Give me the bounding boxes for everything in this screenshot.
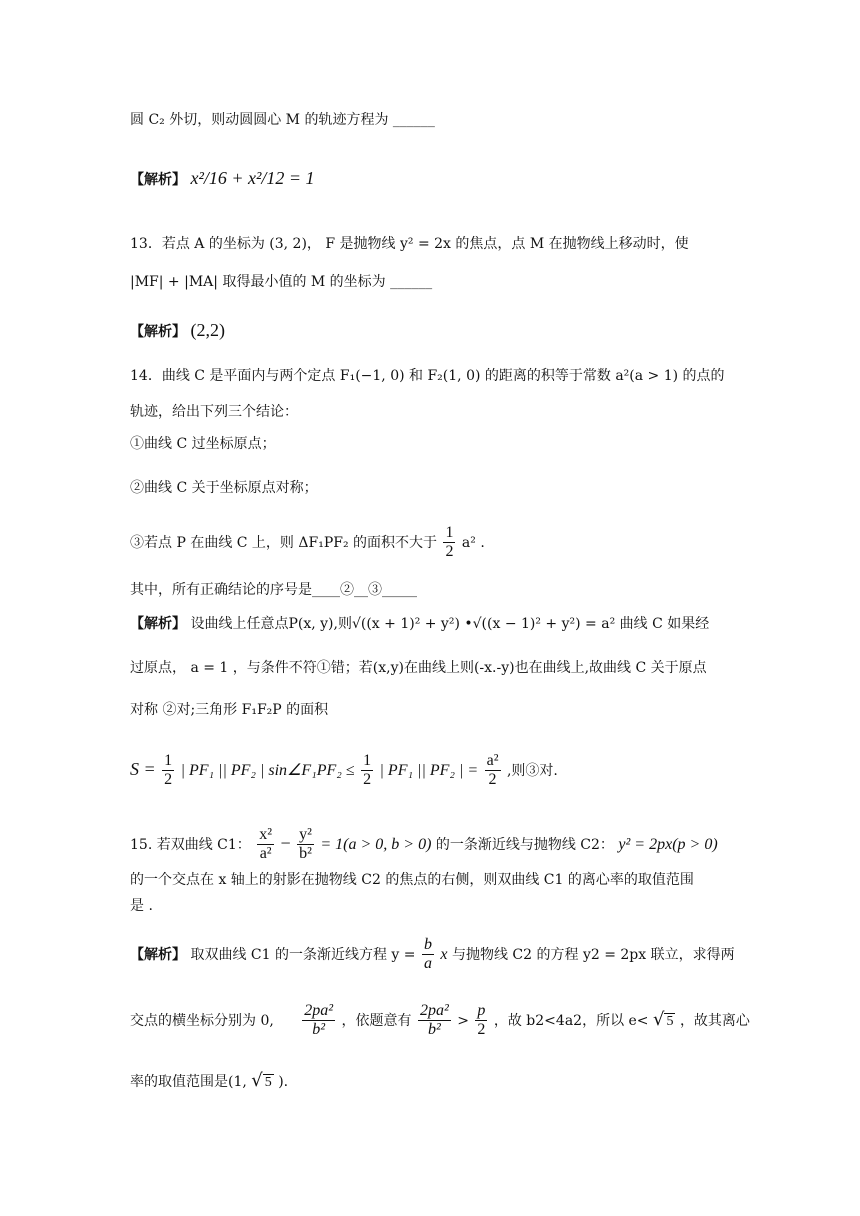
q15-solution-line-2 xyxy=(130,1002,750,1040)
frac-num: b xyxy=(423,936,432,953)
answer-label: 【解析】 xyxy=(130,172,186,188)
parabola-eq: y² = 2px(p > 0) xyxy=(618,835,718,853)
q15-line-1: 15. 若双曲线 C1： $\frac{\text{x²}}{\text{a²}}$ − $\frac{\text{y²}}{\text{b²}}$ = 1(a > 0, b > 0) 的一条渐近线与抛物线 C2： y² = 2px(p > 0) xyxy=(130,826,718,863)
sqrt-symbol: √ xyxy=(251,1070,263,1091)
q13-answer: (2,2) xyxy=(190,320,225,340)
area-s: S = xyxy=(130,758,156,779)
q14-answer-line: 其中，所有正确结论的序号是____②__③_____ xyxy=(130,582,417,598)
2pa2-b2-fraction xyxy=(302,1002,335,1040)
q14-solution-end: ,则③对. xyxy=(506,762,558,779)
q14-solution-line-3: 对称 ②对;三角形 F₁F₂P 的面积 xyxy=(130,702,329,718)
p-over-2-fraction xyxy=(475,1002,487,1040)
q13-line-2: |MF| + |MA| 取得最小值的 M 的坐标为 ______ xyxy=(130,274,433,290)
q14-item3-tail: a² . xyxy=(461,534,485,551)
sqrt-symbol: √ xyxy=(653,1008,665,1030)
frac-num: p xyxy=(477,1002,486,1019)
frac-num: x² xyxy=(259,826,273,843)
sqrt5: 5 xyxy=(666,1013,674,1029)
q15-mid: 的一条渐近线与抛物线 C2： xyxy=(435,836,614,853)
solution-label: 【解析】 xyxy=(130,616,186,632)
hyperbola-rest: = 1(a > 0, b > 0) xyxy=(320,835,432,853)
q14-conclusion-1: ①曲线 C 过坐标原点； xyxy=(130,436,276,452)
half-fraction xyxy=(443,524,455,562)
frac-num: 2pa² xyxy=(304,1002,334,1019)
q13-answer-line xyxy=(130,320,225,342)
q15-sol-b-mid: ，依题意有 xyxy=(341,1012,412,1029)
half-fraction xyxy=(361,752,373,790)
q15-solution-line-3 xyxy=(130,1070,288,1092)
q12-answer-formula: x²/16 + x²/12 = 1 xyxy=(190,168,315,188)
answer-label: 【解析】 xyxy=(130,324,186,340)
q14-item3-text: ③若点 P 在曲线 C 上，则 ΔF₁PF₂ 的面积不大于 xyxy=(130,534,438,551)
a2-half-fraction xyxy=(485,752,501,790)
q14-solution-line-2: 过原点， a = 1 ，与条件不符①错；若(x,y)在曲线上则(-x.-y)也在曲线上,故曲线 C 关于原点 xyxy=(130,660,707,676)
greater-than: > xyxy=(457,1012,469,1029)
frac-den: b² xyxy=(299,845,312,863)
q14-conclusion-3 xyxy=(130,524,485,562)
q15-sol-c-pre: 率的取值范围是(1, xyxy=(130,1074,247,1090)
q15-sol-b-post: ，故 b2<4a2，所以 e< xyxy=(493,1012,649,1029)
frac-num: 2pa² xyxy=(419,1002,449,1019)
sqrt5: 5 xyxy=(264,1075,272,1090)
frac-num: 1 xyxy=(445,524,454,541)
frac-den: 2 xyxy=(485,770,501,789)
q15-prefix: 15. 若双曲线 C1： xyxy=(130,836,251,853)
q15-line-2: 的一个交点在 x 轴上的射影在抛物线 C2 的焦点的右侧，则双曲线 C1 的离心率的取值范围 xyxy=(130,872,694,888)
x2-a2-fraction xyxy=(257,826,274,864)
area-expr-1: | PF₁ || PF₂ | sin∠F₁PF₂ ≤ xyxy=(180,761,355,779)
q12-tail-line: 圆 C₂ 外切，则动圆圆心 M 的轨迹方程为 ______ xyxy=(130,112,435,128)
q12-answer-line xyxy=(130,168,315,190)
q14-conclusion-2: ②曲线 C 关于坐标原点对称； xyxy=(130,480,318,496)
q15-sol-post: 与抛物线 C2 的方程 y2 = 2px 联立，求得两 xyxy=(451,946,735,963)
q15-sol-prefix: 取双曲线 C1 的一条渐近线方程 y = xyxy=(190,946,416,963)
frac-den: a xyxy=(423,955,432,973)
q14-solution-text: 设曲线上任意点P(x, y),则√((x + 1)² + y²) •√((x − 1)² + y²) = a² 曲线 C 如果经 xyxy=(190,616,710,632)
frac-num: y² xyxy=(299,826,312,843)
q14-solution-line-1 xyxy=(130,616,709,633)
q15-sol-b-end: ，故其离心 xyxy=(679,1012,750,1029)
q14-line-1: 14．曲线 C 是平面内与两个定点 F₁(−1, 0) 和 F₂(1, 0) 的距离的积等于常数 a²(a > 1) 的点的 xyxy=(130,368,725,384)
y2-b2-fraction xyxy=(297,826,314,864)
frac-num: 1 xyxy=(363,752,372,769)
frac-den: 2 xyxy=(363,771,372,789)
frac-den: b² xyxy=(418,1020,451,1039)
q15-sol-c-end: ). xyxy=(278,1074,289,1090)
2pa2-b2-fraction xyxy=(418,1002,451,1040)
frac-den: b² xyxy=(302,1020,335,1039)
area-expr-2: | PF₁ || PF₂ | = xyxy=(379,761,479,779)
b-over-a-fraction xyxy=(422,936,434,974)
frac-den: 2 xyxy=(477,1021,486,1039)
q15-sol-b-pre: 交点的横坐标分别为 0, xyxy=(130,1012,274,1029)
var-x: x xyxy=(440,945,448,963)
frac-num: 1 xyxy=(164,752,173,769)
frac-num: a² xyxy=(486,752,499,769)
q13-line-1: 13．若点 A 的坐标为 (3, 2)， F 是抛物线 y² = 2x 的焦点，点 M 在抛物线上移动时，使 xyxy=(130,236,689,252)
q14-line-2: 轨迹，给出下列三个结论： xyxy=(130,404,298,420)
q15-line-3: 是 . xyxy=(130,898,153,914)
q15-solution-line-1 xyxy=(130,936,735,974)
solution-label: 【解析】 xyxy=(130,946,186,963)
half-fraction xyxy=(162,752,174,790)
frac-den: 2 xyxy=(164,771,173,789)
frac-den: a² xyxy=(257,844,274,863)
q14-solution-line-4 xyxy=(130,752,558,790)
frac-den: 2 xyxy=(445,543,454,561)
